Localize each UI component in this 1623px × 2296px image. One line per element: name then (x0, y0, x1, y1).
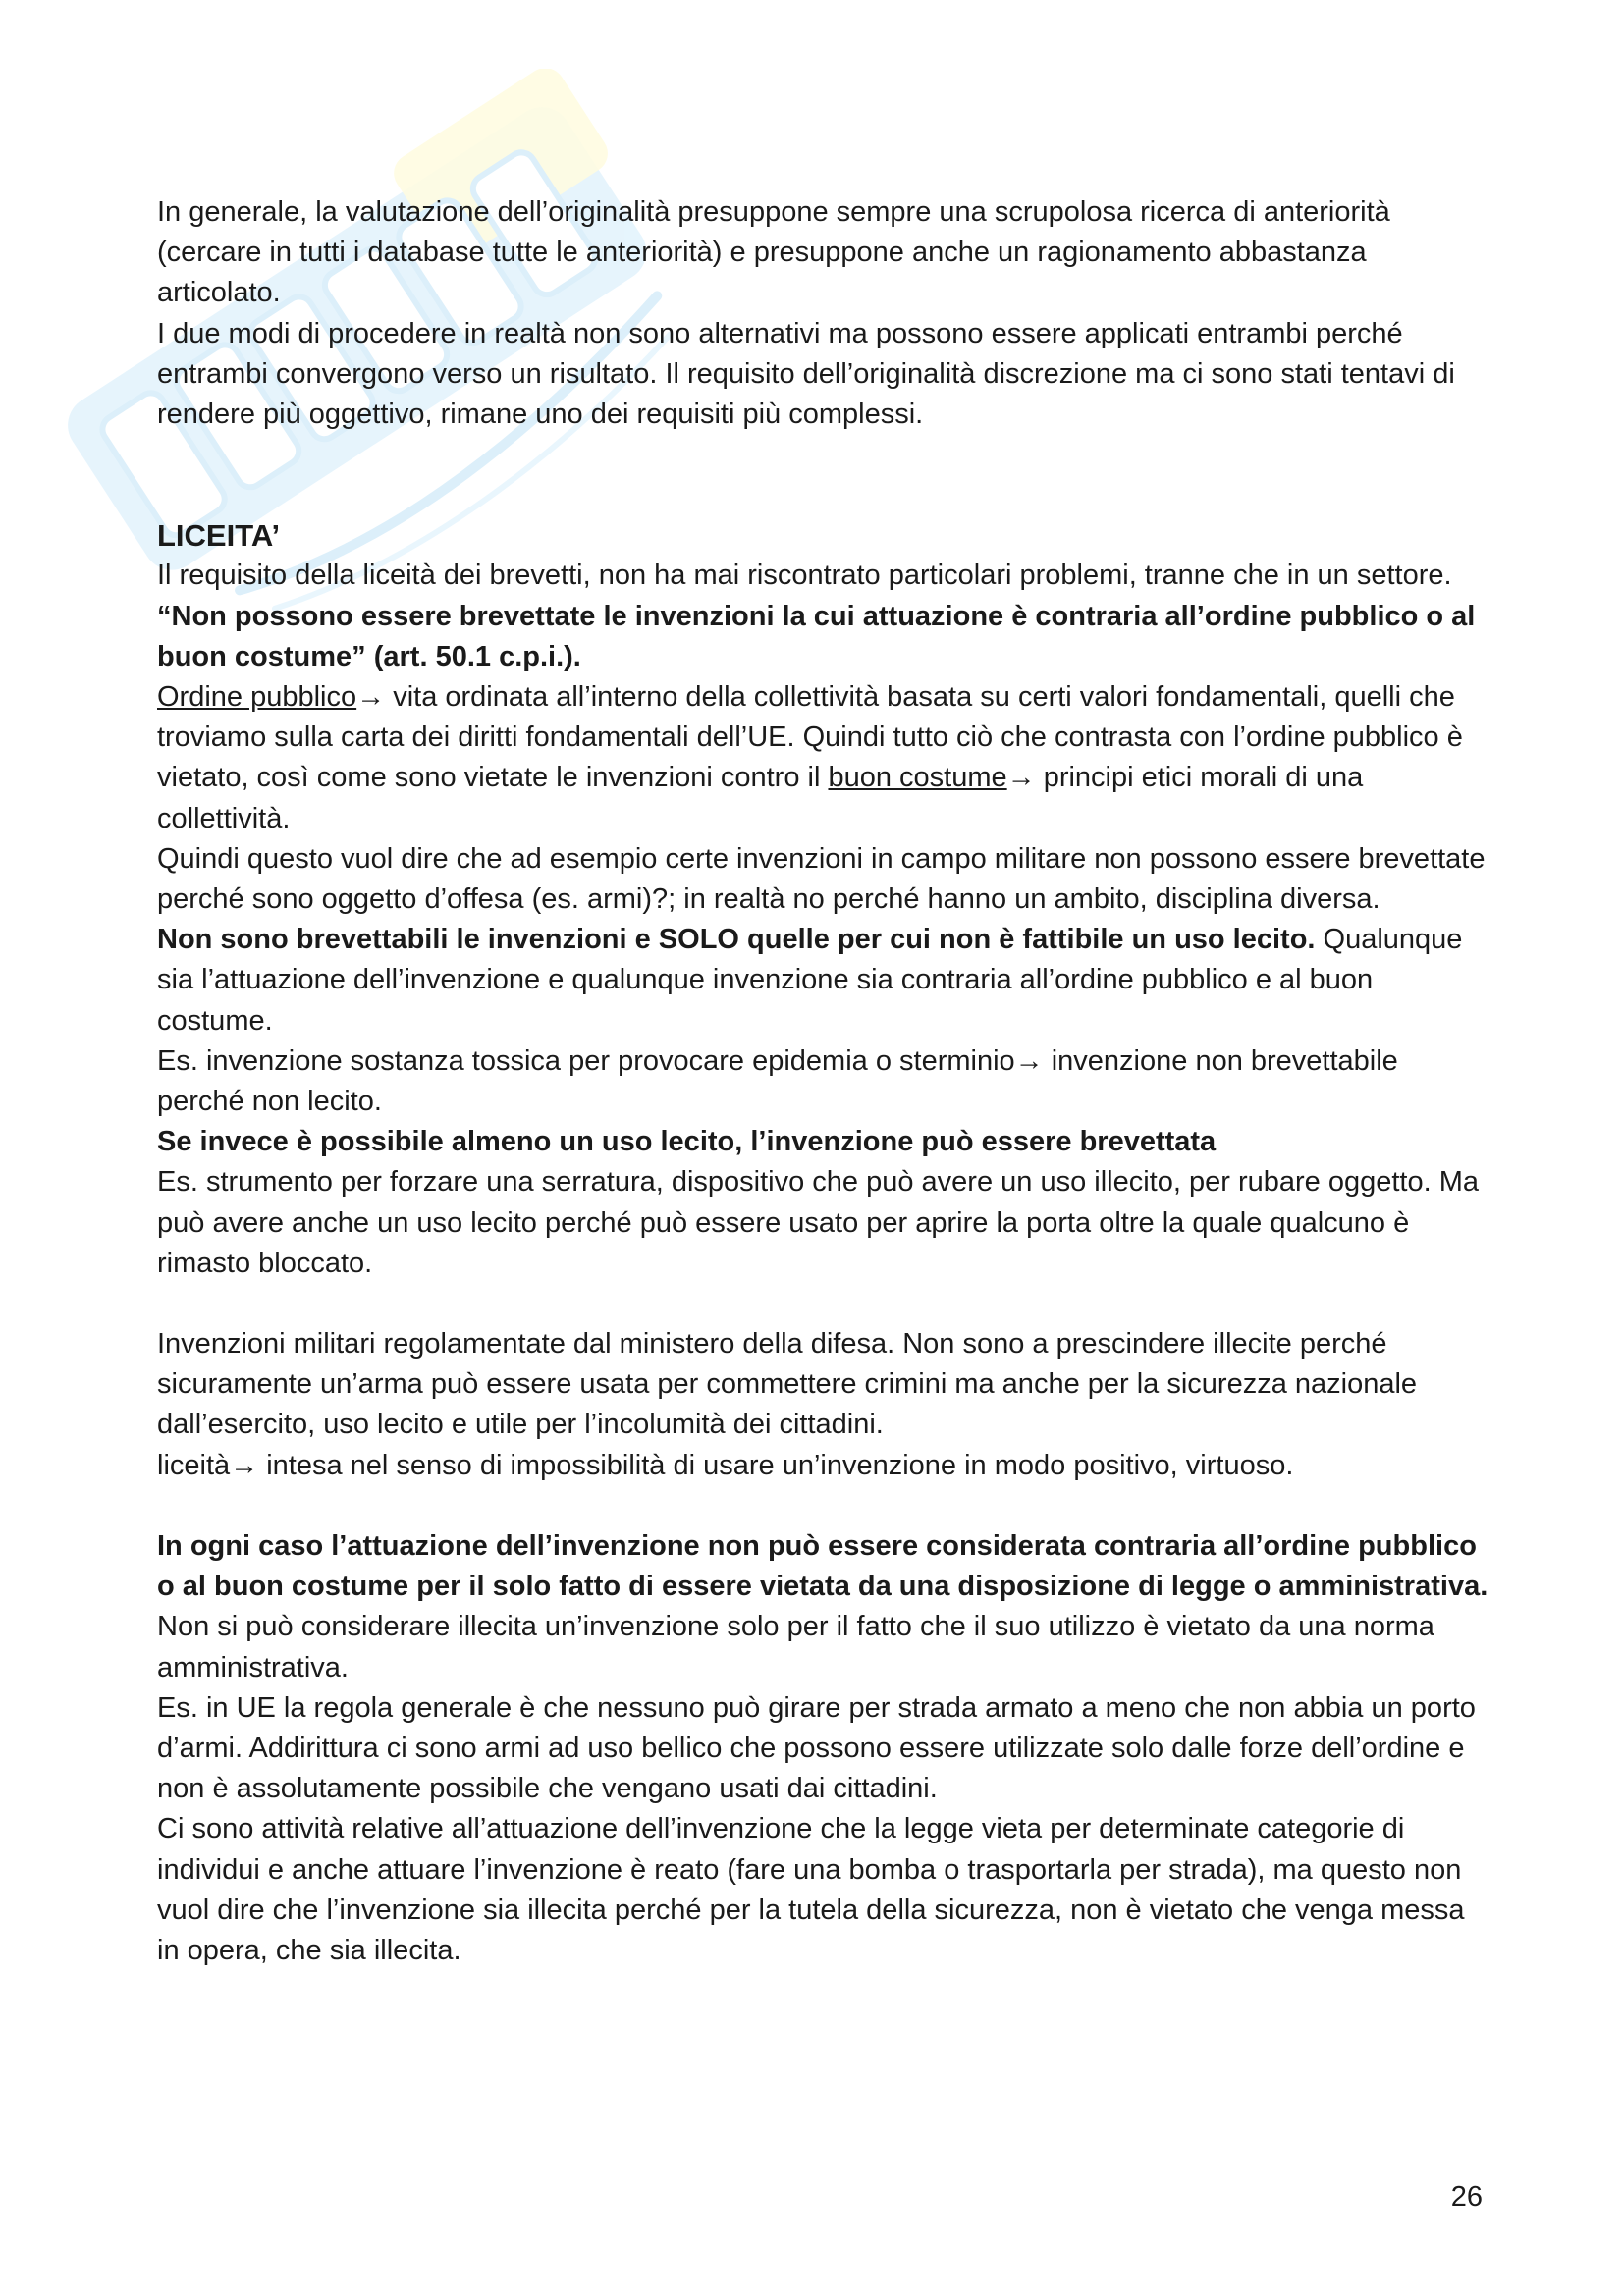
lock-tool-example-paragraph: Es. strumento per forzare una serratura, dispositivo che può avere un uso illecito, per rubare oggetto. Ma può avere anche un uso lecito perché può essere usato per aprire la porta oltre la quale qualcuno è rimasto bloccato. (157, 1166, 1479, 1279)
military-inventions-paragraph: Quindi questo vuol dire che ad esempio certe invenzioni in campo militare non possono essere brevettate perché sono oggetto d’offesa (es. armi)?; in realtà no perché hanno un ambito, disciplina diversa. (157, 842, 1486, 916)
article-quote: “Non possono essere brevettate le invenzioni la cui attuazione è contraria all’ordine pubblico o al buon costume” (art. 50.1 c.p.i.). (157, 600, 1476, 672)
norma-amministrativa-paragraph: Non si può considerare illecita un’invenzione solo per il fatto che il suo utilizzo è vietato da una norma amministrativa. (157, 1611, 1434, 1683)
page-number: 26 (1450, 2181, 1483, 2213)
liceita-intro-paragraph: Il requisito della liceità dei brevetti, non ha mai riscontrato particolari problemi, tranne che in un settore. (157, 560, 1452, 592)
buon-costume-term: buon costume (828, 762, 1007, 794)
uso-lecito-statement: Se invece è possibile almeno un uso lecito, l’invenzione può essere brevettata (157, 1126, 1217, 1158)
attivita-vietate-paragraph: Ci sono attività relative all’attuazione dell’invenzione che la legge vieta per determinate categorie di individui e anche attuare l’invenzione è reato (fare una bomba o trasportarla per strada), ma questo non vuol dire che l’invenzione sia illecita perché per la tutela della sicurezza, non è vietato che venga messa in opera, che sia illecita. (157, 1813, 1465, 1966)
intro-paragraph-2: I due modi di procedere in realtà non sono alternativi ma possono essere applicati entrambi perché entrambi convergono verso un risultato. Il requisito dell’originalità discrezione ma ci sono stati tentavi di rendere più oggettivo, rimane uno dei requisiti più complessi. (157, 317, 1455, 431)
ordine-pubblico-rule-bold: In ogni caso l’attuazione dell’invenzione non può essere considerata contraria all’ordine pubblico o al buon costume per il solo fatto di essere vietata da una disposizione di legge o amministrativa. (157, 1529, 1488, 1603)
military-regulation-paragraph: Invenzioni militari regolamentate dal ministero della difesa. Non sono a prescindere illecite perché sicuramente un’arma può essere usata per commettere crimini ma anche per la sicurezza nazionale dall’esercito, uso lecito e utile per l’incolumità dei cittadini. (157, 1328, 1418, 1441)
intro-paragraph-1: In generale, la valutazione dell’originalità presuppone sempre una scrupolosa ricerca di anteriorità (cercare in tutti i database tutte le anteriorità) e presuppone anche un ragionamento abbastanza articolato. (157, 196, 1390, 309)
ordine-pubblico-term: Ordine pubblico (157, 681, 357, 714)
buon-costume-definition: → principi etici morali di una collettività. (157, 762, 1364, 834)
non-brevettabili-bold: Non sono brevettabili le invenzioni e SOLO quelle per cui non è fattibile un uso lecito. (157, 924, 1316, 956)
document-body (157, 192, 1492, 1971)
toxic-example-paragraph: Es. invenzione sostanza tossica per provocare epidemia o sterminio→ invenzione non brevettabile perché non lecito. (157, 1044, 1398, 1118)
ordine-pubblico-paragraph (157, 677, 1492, 839)
liceita-definition-paragraph: liceità→ intesa nel senso di impossibilità di usare un’invenzione in modo positivo, virtuoso. (157, 1449, 1294, 1481)
non-brevettabili-paragraph (157, 920, 1492, 1041)
ordine-pubblico-definition: → vita ordinata all’interno della collettività basata su certi valori fondamentali, quelli che troviamo sulla carta dei diritti fondamentali dell’UE. Quindi tutto ciò che contrasta con l’ordine pubblico è vietato, così come sono vietate le invenzioni contro il (157, 681, 1463, 794)
section-heading-liceita: LICEITA’ (157, 518, 281, 554)
non-brevettabili-rest: Qualunque sia l’attuazione dell’invenzione e qualunque invenzione sia contraria all’ordine pubblico e al buon costume. (157, 924, 1463, 1037)
porto-armi-example-paragraph: Es. in UE la regola generale è che nessuno può girare per strada armato a meno che non abbia un porto d’armi. Addirittura ci sono armi ad uso bellico che possono essere utilizzate solo dalle forze dell’ordine e non è assolutamente possibile che vengano usati dai cittadini. (157, 1691, 1476, 1805)
